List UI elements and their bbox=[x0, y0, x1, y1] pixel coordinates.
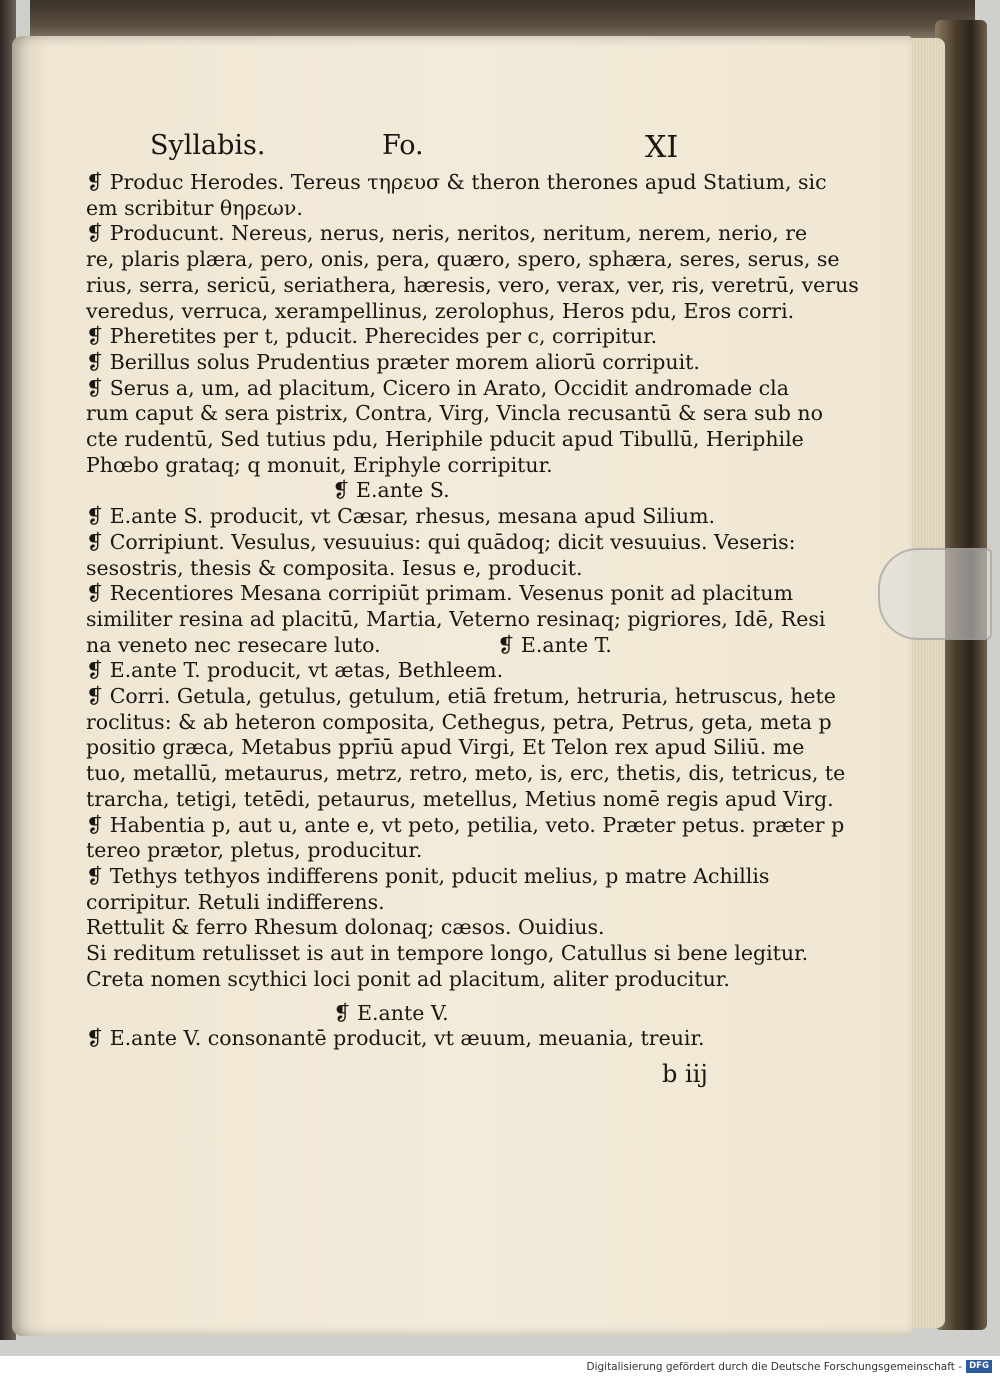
text-line: sesostris, thesis & composita. Iesus e, producit. bbox=[86, 555, 583, 580]
folio-number: XI bbox=[645, 130, 679, 165]
text-line: ❡ Pheretites per t, pducit. Pherecides per c, corripitur. bbox=[86, 324, 658, 349]
section-heading: ❡ E.ante S. bbox=[332, 478, 450, 503]
text-line: Si reditum retulisset is aut in tempore longo, Catullus si bene legitur. bbox=[86, 941, 809, 966]
text-line: Phœbo grataq; q monuit, Eriphyle corripitur. bbox=[86, 452, 553, 477]
text-line: ❡ Produc Herodes. Tereus τηρευσ & theron therones apud Statium, sic bbox=[86, 170, 827, 194]
text-line: ❡ Recentiores Mesana corripiūt primam. Vesenus ponit ad placitum bbox=[86, 581, 794, 606]
text-line: ❡ Corri. Getula, getulus, getulum, etiā fretum, hetruria, hetruscus, hete bbox=[86, 684, 836, 709]
text-line: veredus, verruca, xerampellinus, zerolophus, Heros pdu, Eros corri. bbox=[86, 298, 795, 323]
section-heading: ❡ E.ante V. bbox=[333, 1000, 449, 1025]
running-header-center: Fo. bbox=[382, 130, 424, 161]
text-line: trarcha, tetigi, tetēdi, petaurus, metellus, Metius nomē regis apud Virg. bbox=[86, 786, 834, 811]
text-line: re, plaris plæra, pero, onis, pera, quæro, spero, sphæra, seres, serus, se bbox=[86, 247, 840, 272]
text-line: tuo, metallū, metaurus, metrz, retro, meto, is, erc, thetis, dis, tetricus, te bbox=[86, 761, 846, 786]
text-line: ❡ Tethys tethyos indifferens ponit, pducit melius, p matre Achillis bbox=[86, 863, 770, 888]
text-line: Rettulit & ferro Rhesum dolonaq; cæsos. Ouidius. bbox=[86, 915, 605, 940]
text-line: corripitur. Retuli indifferens. bbox=[86, 889, 385, 914]
text-line: ❡ Producunt. Nereus, nerus, neris, neritos, neritum, nerem, nerio, re bbox=[86, 221, 808, 246]
text-fragment: na veneto nec resecare luto. bbox=[86, 632, 381, 657]
page-body bbox=[86, 170, 859, 1052]
text-line: ❡ E.ante T. producit, vt ætas, Bethleem. bbox=[86, 658, 504, 683]
text-line: roclitus: & ab heteron composita, Cethegus, petra, Petrus, geta, meta p bbox=[86, 709, 832, 734]
text-line: em scribitur θηρεων. bbox=[86, 195, 303, 220]
text-line: Creta nomen scythici loci ponit ad placitum, aliter producitur. bbox=[86, 966, 730, 991]
text-line: rius, serra, sericū, seriathera, hæresis, vero, verax, ver, ris, veretrū, verus bbox=[86, 272, 859, 297]
text-line: ❡ Serus a, um, ad placitum, Cicero in Arato, Occidit andromade cla bbox=[86, 375, 789, 400]
section-heading: ❡ E.ante T. bbox=[497, 632, 612, 657]
page-clip bbox=[878, 548, 992, 640]
text-line: tereo prætor, pletus, producitur. bbox=[86, 838, 423, 863]
running-header-left: Syllabis. bbox=[150, 130, 266, 161]
footer-bar bbox=[0, 1356, 1000, 1376]
text-line: ❡ Berillus solus Prudentius præter morem aliorū corripuit. bbox=[86, 349, 700, 374]
text-line: ❡ Corripiunt. Vesulus, vesuuius: qui quādoq; dicit vesuuius. Veseris: bbox=[86, 529, 796, 554]
text-line-with-heading bbox=[86, 633, 786, 659]
text-line: cte rudentū, Sed tutius pdu, Heriphile pducit apud Tibullū, Heriphile bbox=[86, 427, 804, 452]
text-line: positio græca, Metabus pprīū apud Virgi, Et Telon rex apud Siliū. me bbox=[86, 735, 805, 760]
funding-credit: Digitalisierung gefördert durch die Deutsche Forschungsgemeinschaft - bbox=[586, 1361, 962, 1373]
text-line: ❡ E.ante V. consonantē producit, vt æuum, meuania, treuir. bbox=[86, 1026, 705, 1051]
text-line: similiter resina ad placitū, Martia, Veterno resinaq; pigriores, Idē, Resi bbox=[86, 606, 826, 631]
dfg-logo-icon: DFG bbox=[966, 1360, 992, 1373]
text-line: ❡ E.ante S. producit, vt Cæsar, rhesus, mesana apud Silium. bbox=[86, 504, 716, 529]
text-line: rum caput & sera pistrix, Contra, Virg, Vincla recusantū & sera sub no bbox=[86, 401, 823, 426]
text-line: ❡ Habentia p, aut u, ante e, vt peto, petilia, veto. Præter petus. præter p bbox=[86, 812, 845, 837]
signature-mark: b iij bbox=[662, 1060, 708, 1088]
